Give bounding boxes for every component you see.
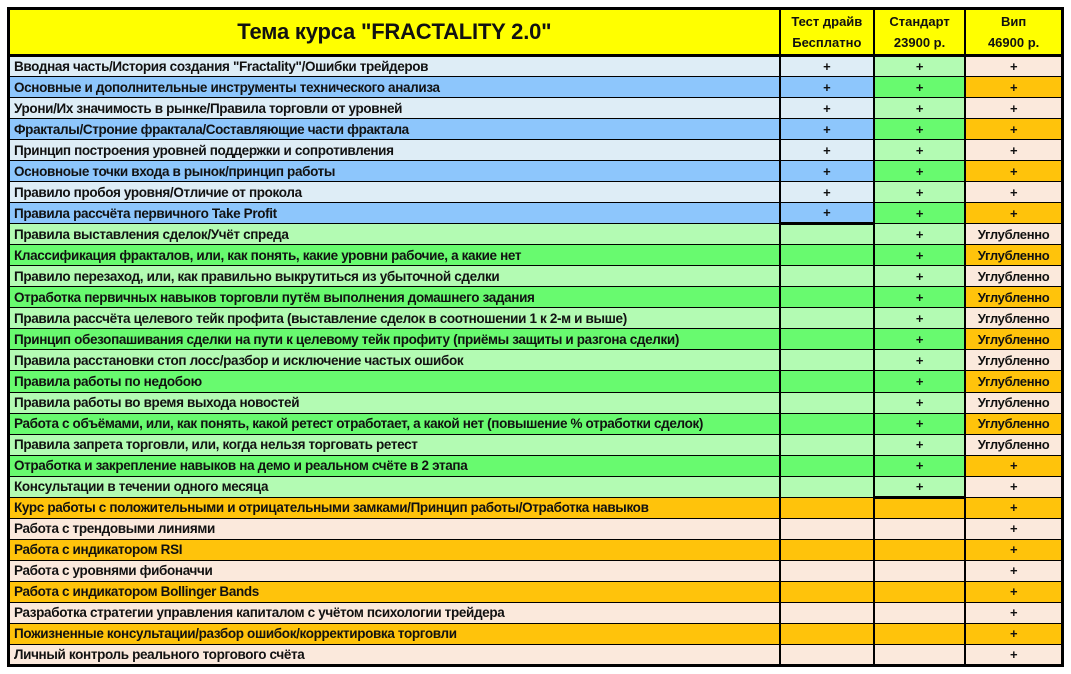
vip-cell: + bbox=[965, 497, 1062, 518]
table-row bbox=[9, 476, 1063, 497]
topic-cell: Работа с индикатором RSI bbox=[9, 539, 780, 560]
topic-cell: Правила расстановки стоп лосс/разбор и исключение частых ошибок bbox=[9, 350, 780, 371]
topic-cell: Принцип построения уровней поддержки и сопротивления bbox=[9, 140, 780, 161]
test-drive-cell: + bbox=[780, 98, 874, 119]
topic-cell: Основноые точки входа в рынок/принцип работы bbox=[9, 161, 780, 182]
table-row bbox=[9, 602, 1063, 623]
test-drive-cell bbox=[780, 623, 874, 644]
standard-cell bbox=[874, 518, 965, 539]
vip-cell: + bbox=[965, 455, 1062, 476]
standard-cell bbox=[874, 497, 965, 518]
table-row bbox=[9, 371, 1063, 392]
table-row bbox=[9, 224, 1063, 245]
standard-cell: + bbox=[874, 434, 965, 455]
topic-cell: Работа с уровнями фибоначчи bbox=[9, 560, 780, 581]
vip-cell: + bbox=[965, 644, 1062, 665]
table-row bbox=[9, 350, 1063, 371]
test-drive-cell bbox=[780, 434, 874, 455]
vip-cell: + bbox=[965, 476, 1062, 497]
topic-cell: Курс работы с положительными и отрицательными замками/Принцип работы/Отработка навыков bbox=[9, 497, 780, 518]
topic-cell: Вводная часть/История создания "Fractality"/Ошибки трейдеров bbox=[9, 56, 780, 77]
standard-cell: + bbox=[874, 203, 965, 224]
vip-cell: + bbox=[965, 182, 1062, 203]
table-row bbox=[9, 119, 1063, 140]
topic-cell: Классификация фракталов, или, как понять, какие уровни рабочие, а какие нет bbox=[9, 245, 780, 266]
standard-cell: + bbox=[874, 98, 965, 119]
table-row bbox=[9, 644, 1063, 665]
col-header-test-drive-price: Бесплатно bbox=[792, 35, 862, 50]
col-header-standard-price: 23900 р. bbox=[893, 35, 946, 50]
table-row bbox=[9, 203, 1063, 224]
standard-cell bbox=[874, 644, 965, 665]
topic-cell: Урони/Их значимость в рынке/Правила торговли от уровней bbox=[9, 98, 780, 119]
table-row bbox=[9, 287, 1063, 308]
col-header-standard-name: Стандарт bbox=[889, 13, 950, 29]
vip-cell: + bbox=[965, 98, 1062, 119]
test-drive-cell bbox=[780, 371, 874, 392]
topic-cell: Работа с объёмами, или, как понять, какой ретест отработает, а какой нет (повышение % отработки сделок) bbox=[9, 413, 780, 434]
col-header-vip-name: Вип bbox=[1000, 13, 1027, 29]
topic-cell: Правило перезаход, или, как правильно выкрутиться из убыточной сделки bbox=[9, 266, 780, 287]
standard-cell bbox=[874, 539, 965, 560]
vip-cell: Углубленно bbox=[965, 287, 1062, 308]
test-drive-cell bbox=[780, 455, 874, 476]
vip-cell: Углубленно bbox=[965, 224, 1062, 245]
test-drive-cell bbox=[780, 581, 874, 602]
table-row bbox=[9, 392, 1063, 413]
test-drive-cell bbox=[780, 308, 874, 329]
standard-cell: + bbox=[874, 245, 965, 266]
header-row bbox=[9, 9, 1063, 56]
standard-cell: + bbox=[874, 350, 965, 371]
vip-cell: + bbox=[965, 77, 1062, 98]
vip-cell: + bbox=[965, 623, 1062, 644]
table-row bbox=[9, 539, 1063, 560]
vip-cell: Углубленно bbox=[965, 392, 1062, 413]
vip-cell: + bbox=[965, 518, 1062, 539]
test-drive-cell bbox=[780, 560, 874, 581]
vip-cell: + bbox=[965, 602, 1062, 623]
test-drive-cell bbox=[780, 266, 874, 287]
table-row bbox=[9, 455, 1063, 476]
table-row bbox=[9, 140, 1063, 161]
topic-cell: Отработка первичных навыков торговли путём выполнения домашнего задания bbox=[9, 287, 780, 308]
vip-cell: Углубленно bbox=[965, 413, 1062, 434]
standard-cell: + bbox=[874, 77, 965, 98]
test-drive-cell bbox=[780, 644, 874, 665]
table-row bbox=[9, 266, 1063, 287]
course-table-body bbox=[9, 56, 1063, 666]
topic-cell: Основные и дополнительные инструменты технического анализа bbox=[9, 77, 780, 98]
vip-cell: + bbox=[965, 56, 1062, 77]
standard-cell: + bbox=[874, 287, 965, 308]
course-pricing-table bbox=[7, 7, 1064, 667]
standard-cell: + bbox=[874, 308, 965, 329]
vip-cell: + bbox=[965, 560, 1062, 581]
table-row bbox=[9, 623, 1063, 644]
topic-cell: Пожизненные консультации/разбор ошибок/корректировка торговли bbox=[9, 623, 780, 644]
table-row bbox=[9, 413, 1063, 434]
standard-cell: + bbox=[874, 161, 965, 182]
standard-cell: + bbox=[874, 476, 965, 497]
col-header-test-drive-name: Тест драйв bbox=[791, 13, 863, 29]
topic-cell: Отработка и закрепление навыков на демо и реальном счёте в 2 этапа bbox=[9, 455, 780, 476]
standard-cell bbox=[874, 560, 965, 581]
vip-cell: + bbox=[965, 140, 1062, 161]
topic-cell: Правило пробоя уровня/Отличие от прокола bbox=[9, 182, 780, 203]
table-row bbox=[9, 329, 1063, 350]
standard-cell: + bbox=[874, 119, 965, 140]
test-drive-cell bbox=[780, 392, 874, 413]
vip-cell: Углубленно bbox=[965, 350, 1062, 371]
topic-cell: Правила запрета торговли, или, когда нельзя торговать ретест bbox=[9, 434, 780, 455]
table-row bbox=[9, 161, 1063, 182]
vip-cell: Углубленно bbox=[965, 245, 1062, 266]
test-drive-cell bbox=[780, 497, 874, 518]
vip-cell: Углубленно bbox=[965, 308, 1062, 329]
standard-cell bbox=[874, 623, 965, 644]
topic-cell: Правила выставления сделок/Учёт спреда bbox=[9, 224, 780, 245]
standard-cell: + bbox=[874, 413, 965, 434]
test-drive-cell: + bbox=[780, 182, 874, 203]
table-row bbox=[9, 77, 1063, 98]
test-drive-cell: + bbox=[780, 56, 874, 77]
topic-cell: Правила работы во время выхода новостей bbox=[9, 392, 780, 413]
vip-cell: + bbox=[965, 539, 1062, 560]
col-header-standard bbox=[874, 9, 965, 56]
test-drive-cell bbox=[780, 350, 874, 371]
standard-cell: + bbox=[874, 329, 965, 350]
vip-cell: Углубленно bbox=[965, 329, 1062, 350]
topic-cell: Консультации в течении одного месяца bbox=[9, 476, 780, 497]
table-row bbox=[9, 182, 1063, 203]
test-drive-cell bbox=[780, 245, 874, 266]
table-header bbox=[9, 9, 1063, 56]
standard-cell: + bbox=[874, 140, 965, 161]
test-drive-cell bbox=[780, 224, 874, 245]
table-row bbox=[9, 560, 1063, 581]
course-table bbox=[7, 7, 1064, 667]
vip-cell: Углубленно bbox=[965, 371, 1062, 392]
topic-cell: Правила рассчёта первичного Take Profit bbox=[9, 203, 780, 224]
vip-cell: Углубленно bbox=[965, 434, 1062, 455]
standard-cell: + bbox=[874, 455, 965, 476]
topic-cell: Фракталы/Строние фрактала/Составляющие части фрактала bbox=[9, 119, 780, 140]
course-title: Тема курса "FRACTALITY 2.0" bbox=[9, 9, 780, 56]
standard-cell: + bbox=[874, 266, 965, 287]
test-drive-cell bbox=[780, 476, 874, 497]
standard-cell: + bbox=[874, 56, 965, 77]
topic-cell: Правила рассчёта целевого тейк профита (выставление сделок в соотношении 1 к 2-м и выше) bbox=[9, 308, 780, 329]
col-header-vip bbox=[965, 9, 1062, 56]
standard-cell bbox=[874, 581, 965, 602]
test-drive-cell bbox=[780, 539, 874, 560]
table-row bbox=[9, 518, 1063, 539]
vip-cell: + bbox=[965, 203, 1062, 224]
standard-cell: + bbox=[874, 392, 965, 413]
test-drive-cell bbox=[780, 287, 874, 308]
test-drive-cell: + bbox=[780, 77, 874, 98]
table-row bbox=[9, 56, 1063, 77]
table-row bbox=[9, 98, 1063, 119]
test-drive-cell: + bbox=[780, 140, 874, 161]
vip-cell: + bbox=[965, 581, 1062, 602]
table-row bbox=[9, 497, 1063, 518]
test-drive-cell: + bbox=[780, 161, 874, 182]
test-drive-cell bbox=[780, 518, 874, 539]
vip-cell: Углубленно bbox=[965, 266, 1062, 287]
table-row bbox=[9, 581, 1063, 602]
table-row bbox=[9, 434, 1063, 455]
topic-cell: Разработка стратегии управления капиталом с учётом психологии трейдера bbox=[9, 602, 780, 623]
test-drive-cell bbox=[780, 329, 874, 350]
table-row bbox=[9, 308, 1063, 329]
topic-cell: Работа с трендовыми линиями bbox=[9, 518, 780, 539]
topic-cell: Правила работы по недобою bbox=[9, 371, 780, 392]
topic-cell: Работа с индикатором Bollinger Bands bbox=[9, 581, 780, 602]
test-drive-cell: + bbox=[780, 119, 874, 140]
topic-cell: Личный контроль реального торгового счёта bbox=[9, 644, 780, 665]
test-drive-cell bbox=[780, 413, 874, 434]
test-drive-cell: + bbox=[780, 203, 874, 224]
col-header-vip-price: 46900 р. bbox=[987, 35, 1040, 50]
vip-cell: + bbox=[965, 119, 1062, 140]
col-header-test-drive bbox=[780, 9, 874, 56]
vip-cell: + bbox=[965, 161, 1062, 182]
test-drive-cell bbox=[780, 602, 874, 623]
standard-cell: + bbox=[874, 371, 965, 392]
table-row bbox=[9, 245, 1063, 266]
topic-cell: Принцип обезопашивания сделки на пути к целевому тейк профиту (приёмы защиты и разгона сделки) bbox=[9, 329, 780, 350]
standard-cell bbox=[874, 602, 965, 623]
standard-cell: + bbox=[874, 224, 965, 245]
standard-cell: + bbox=[874, 182, 965, 203]
